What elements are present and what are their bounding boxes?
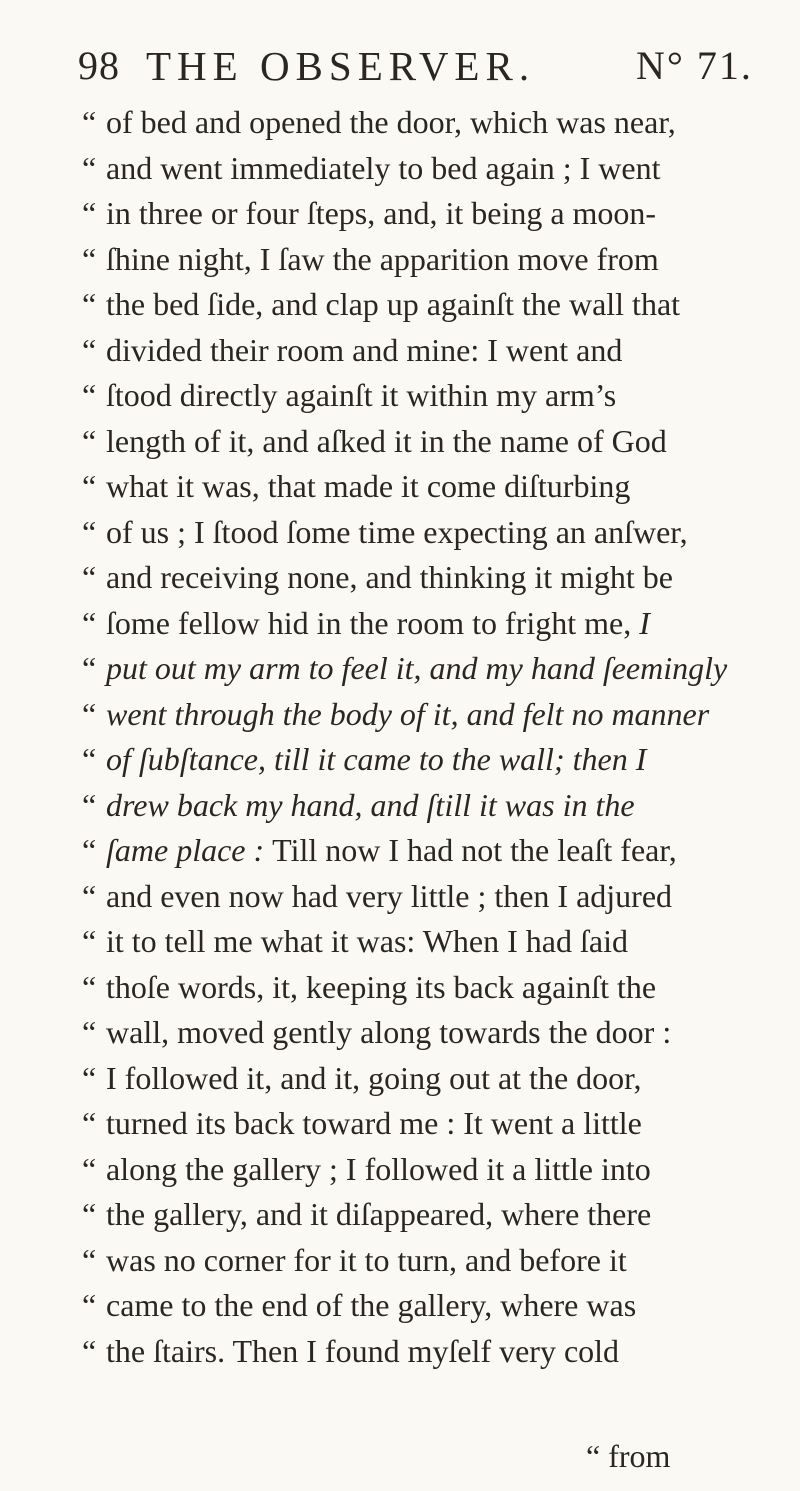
line-text: it to tell me what it was: When I had ſaid: [106, 923, 628, 959]
quote-mark: “: [82, 1105, 97, 1141]
body-text: [82, 100, 782, 1374]
issue-number: N° 71.: [636, 43, 753, 88]
text-line: [82, 146, 782, 192]
line-text: was no corner for it to turn, and before it: [106, 1241, 627, 1278]
quote-mark: “: [82, 513, 97, 550]
text-line: [82, 874, 782, 920]
italic-text: of ſubſtance, till it came to the wall; then I: [106, 741, 647, 777]
text-line: [82, 419, 782, 465]
line-text: along the gallery ; I followed it a little into: [106, 1150, 651, 1187]
quote-mark: “: [82, 468, 97, 504]
line-text: in three or four ſteps, and, it being a moon-: [106, 195, 657, 231]
quote-mark: “: [82, 422, 97, 459]
line-text: divided their room and mine: I went and: [106, 331, 623, 368]
running-title: THE OBSERVER.: [146, 43, 536, 89]
page-header: [78, 42, 778, 102]
line-text: the gallery, and it diſappeared, where there: [106, 1196, 652, 1232]
italic-text: ſame place :: [106, 832, 273, 868]
quote-mark: “: [82, 1150, 97, 1187]
text-line: [82, 328, 782, 374]
text-line: [82, 1147, 782, 1193]
quote-mark: “: [82, 240, 97, 277]
line-text: turned its back toward me : It went a little: [106, 1105, 642, 1141]
quote-mark: “: [82, 559, 97, 595]
quote-mark: “: [82, 695, 97, 732]
line-text: Till now I had not the leaſt fear,: [272, 832, 677, 868]
quote-mark: “: [82, 1014, 97, 1050]
quote-mark: “: [82, 195, 97, 231]
line-text: and went immediately to bed again ; I went: [106, 149, 661, 186]
line-text: of bed and opened the door, which was near,: [106, 104, 676, 140]
text-line: [82, 828, 782, 874]
quote-mark: “: [82, 832, 97, 868]
line-text: the ſtairs. Then I found myſelf very cold: [106, 1332, 620, 1369]
text-line: [82, 282, 782, 328]
text-line: [82, 692, 782, 738]
text-line: [82, 646, 782, 692]
italic-text: went through the body of it, and felt no manner: [106, 695, 710, 732]
text-line: [82, 965, 782, 1011]
text-line: [82, 1192, 782, 1238]
quote-mark: “: [82, 1241, 97, 1278]
quote-mark: “: [82, 786, 97, 823]
quote-mark: “: [82, 877, 97, 914]
catchword: “ from: [586, 1438, 671, 1474]
italic-text: I: [639, 604, 650, 641]
quote-mark: “: [82, 377, 97, 413]
text-line: [82, 464, 782, 510]
text-line: [82, 1101, 782, 1147]
text-line: [82, 1056, 782, 1102]
line-text: I followed it, and it, going out at the door,: [106, 1059, 642, 1096]
text-line: [82, 783, 782, 829]
text-line: [82, 737, 782, 783]
quote-mark: “: [82, 104, 97, 140]
line-text: ſome fellow hid in the room to fright me,: [106, 604, 640, 641]
line-text: and receiving none, and thinking it might be: [106, 559, 673, 595]
text-line: [82, 1329, 782, 1375]
quote-mark: “: [82, 331, 97, 368]
italic-text: drew back my hand, and ſtill it was in the: [106, 786, 635, 823]
page-number: 98: [78, 43, 120, 88]
italic-text: put out my arm to feel it, and my hand ſeemingly: [106, 650, 728, 686]
quote-mark: “: [82, 741, 97, 777]
line-text: wall, moved gently along towards the door :: [106, 1014, 672, 1050]
text-line: [82, 191, 782, 237]
quote-mark: “: [82, 1196, 97, 1232]
line-text: ſhine night, I ſaw the apparition move from: [106, 240, 659, 277]
quote-mark: “: [82, 604, 97, 641]
quote-mark: “: [82, 968, 97, 1005]
quote-mark: “: [82, 286, 97, 322]
quote-mark: “: [82, 923, 97, 959]
quote-mark: “: [82, 1332, 97, 1369]
text-line: [82, 100, 782, 146]
text-line: [82, 919, 782, 965]
text-line: [82, 1283, 782, 1329]
text-line: [82, 1238, 782, 1284]
line-text: the bed ſide, and clap up againſt the wall that: [106, 286, 681, 322]
text-line: [82, 510, 782, 556]
text-line: [82, 1010, 782, 1056]
line-text: thoſe words, it, keeping its back againſt the: [106, 968, 657, 1005]
line-text: and even now had very little ; then I adjured: [106, 877, 673, 914]
text-line: [82, 601, 782, 647]
quote-mark: “: [82, 149, 97, 186]
line-text: of us ; I ſtood ſome time expecting an anſwer,: [106, 513, 688, 550]
text-line: [82, 237, 782, 283]
line-text: length of it, and aſked it in the name of God: [106, 422, 667, 459]
quote-mark: “: [82, 650, 97, 686]
text-line: [82, 373, 782, 419]
line-text: what it was, that made it come diſturbing: [106, 468, 631, 504]
quote-mark: “: [82, 1287, 97, 1323]
text-line: [82, 555, 782, 601]
line-text: ſtood directly againſt it within my arm’s: [106, 377, 617, 413]
quote-mark: “: [82, 1059, 97, 1096]
line-text: came to the end of the gallery, where was: [106, 1287, 637, 1323]
